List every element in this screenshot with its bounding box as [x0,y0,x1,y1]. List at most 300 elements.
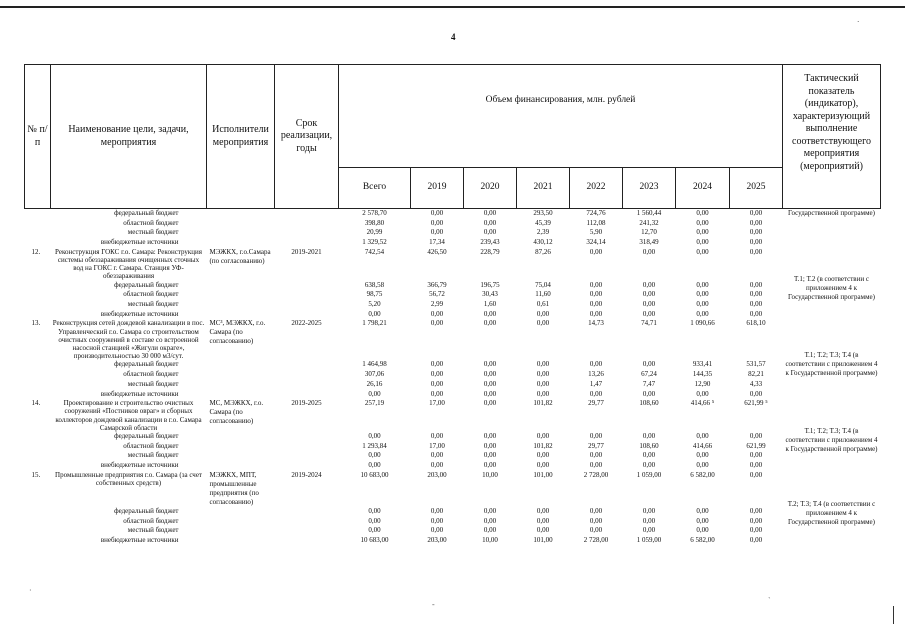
cell-year-value: 7,47 [642,379,656,388]
cell-year-value: 0,61 [536,300,550,309]
cell-year-value: 17,00 [429,441,445,450]
cell-total: 0,00 [368,526,381,535]
cell-year-value: 0,00 [536,389,550,398]
cell-year-value: 0,00 [430,360,444,369]
cell-year-value: 0,00 [430,379,444,388]
cell-year-value: 0,00 [536,432,550,441]
empty-cell [25,536,51,546]
cell-year-value: 0,00 [642,300,656,309]
scan-edge-mark [893,606,894,624]
cell-year-value: 0,00 [430,370,444,379]
cell-year-value: 0,00 [642,290,656,299]
funding-source-row [25,390,881,400]
empty-cell [275,219,339,229]
funding-source-label: федеральный бюджет [114,506,179,515]
cell-year-value: 112,08 [586,218,606,227]
measure-executors: МЭЖКХ, г.о.Самара (по согласованию) [209,247,271,265]
funding-source-row [25,507,881,517]
empty-cell [207,238,275,248]
cell-total: 638,58 [364,280,385,289]
cell-year-value: 0,00 [536,506,550,515]
cell-year-value: 0,00 [536,451,550,460]
cell-year-value: 1 059,00 [636,470,662,479]
cell-total: 10 683,00 [360,470,389,479]
empty-cell [207,442,275,452]
cell-year-value: 0,00 [696,228,709,237]
cell-year-value: 621,99 [746,441,766,450]
cell-total: 742,54 [364,247,385,256]
cell-year-value: 0,00 [483,441,497,450]
cell-year-value: 0,00 [483,506,497,515]
col-header-num: № п/п [25,65,51,209]
col-header-total: Всего [339,168,411,209]
indicator-text: Т.2; Т.3; Т.4 (в соответствии с приложением 4 к Государственной программе) [787,499,876,526]
cell-year-value: 0,00 [536,516,550,525]
col-header-year: 2021 [517,168,570,209]
cell-year-value: 6 582,00 [690,536,715,544]
empty-cell [25,461,51,471]
table-row [25,319,881,360]
cell-year-value: 0,00 [642,506,656,515]
cell-year-value: 0,00 [696,290,709,299]
table-body [25,209,881,546]
cell-year-value: 0,00 [696,218,709,227]
empty-cell [25,432,51,442]
empty-cell [207,380,275,390]
empty-cell [25,209,51,219]
funding-source-row [25,517,881,527]
cell-year-value: 0,00 [430,506,444,515]
cell-year-value: 1 090,66 [690,319,715,328]
empty-cell [25,228,51,238]
cell-year-value: 430,12 [533,238,553,247]
cell-year-value: 0,00 [642,360,656,369]
funding-source-label: областной бюджет [123,290,179,299]
cell-year-value: 17,34 [429,238,445,247]
empty-cell [275,360,339,370]
col-header-year: 2025 [730,168,783,209]
cell-year-value: 0,00 [483,461,497,470]
cell-year-value: 2 728,00 [583,536,609,544]
funding-source-label: внебюджетные источники [100,238,179,247]
empty-cell [275,536,339,546]
empty-cell [207,360,275,370]
indicator-text: Т.1; Т.2 (в соответствии с приложением 4 к Государственной программе) [788,275,875,302]
measure-period: 2022-2025 [291,319,322,328]
cell-total: 98,75 [366,290,383,299]
empty-cell [25,451,51,461]
empty-cell [207,281,275,291]
cell-year-value: 0,00 [589,526,603,535]
cell-year-value: 0,00 [483,516,497,525]
measure-name: Реконструкция сетей дождевой канализации в пос. Управленческий г.о. Самара со строительством очистных сооружений в составе со встроенной насосной станцией «Жигули окраге», производительностью 30 000 м3/сут. [52,319,205,361]
cell-year-value: 0,00 [696,432,709,441]
col-header-year: 2024 [676,168,730,209]
empty-cell [207,507,275,517]
cell-year-value: 0,00 [430,451,444,460]
cell-year-value: 101,00 [533,536,553,544]
row-number: 12. [31,247,41,256]
empty-cell [207,390,275,400]
cell-year-value: 203,00 [427,536,447,544]
cell-year-value: 0,00 [536,526,550,535]
cell-year-value: 0,00 [749,432,763,441]
col-header-indicator: Тактический показатель (индикатор), характеризующий выполнение соответствующего мероприятия (мероприятий) [783,65,881,209]
funding-source-row [25,281,881,291]
scan-mark: · [29,586,32,595]
empty-cell [275,380,339,390]
empty-cell [207,370,275,380]
cell-year-value: 0,00 [642,526,656,535]
cell-year-value: 0,00 [483,228,497,237]
cell-total: 10 683,00 [360,536,389,544]
measure-executors: МЭЖКХ, МПТ, промышленные предприятия (по согласованию) [209,470,259,506]
empty-cell [275,281,339,291]
empty-cell [25,281,51,291]
cell-year-value: 0,00 [483,451,497,460]
empty-cell [25,390,51,400]
cell-total: 2 578,70 [362,209,387,217]
cell-year-value: 0,00 [642,451,656,460]
cell-year-value: 10,00 [482,536,498,544]
cell-year-value: 4,33 [749,379,763,388]
cell-year-value: 6 582,00 [690,470,715,479]
cell-year-value: 14,73 [588,319,604,328]
cell-year-value: 0,00 [749,451,763,460]
col-header-year: 2022 [570,168,623,209]
funding-source-label: местный бюджет [127,451,179,460]
cell-year-value: 618,10 [746,319,766,328]
cell-year-value: 0,00 [536,309,550,318]
cell-year-value: 0,00 [642,280,656,289]
funding-source-row [25,432,881,442]
col-header-funding: Объем финансирования, млн. рублей [339,65,783,168]
cell-year-value: 0,00 [749,309,763,318]
cell-year-value: 30,43 [482,290,498,299]
funding-source-row [25,451,881,461]
row-number: 13. [31,319,41,328]
empty-cell [275,300,339,310]
cell-year-value: 0,00 [430,389,444,398]
empty-cell [207,451,275,461]
measure-period: 2019-2021 [291,247,322,256]
empty-cell [207,290,275,300]
cell-year-value: 2,39 [536,228,550,237]
cell-year-value: 2,99 [430,300,444,309]
cell-year-value: 75,04 [535,280,551,289]
funding-source-row [25,442,881,452]
cell-year-value: 0,00 [696,209,709,217]
measure-name: Промышленные предприятия г.о. Самара (за счет собственных средств) [55,470,202,488]
cell-total: 1 798,21 [362,319,387,328]
cell-year-value: 0,00 [589,247,603,256]
cell-year-value: 0,00 [536,319,550,328]
empty-cell [275,517,339,527]
cell-year-value: 0,00 [696,389,709,398]
cell-year-value: 0,00 [749,526,763,535]
cell-year-value: 724,76 [586,209,606,217]
cell-year-value: 0,00 [749,209,763,217]
cell-total: 0,00 [368,432,381,441]
funding-source-row [25,228,881,238]
funding-source-label: местный бюджет [127,526,179,535]
cell-year-value: 11,60 [535,290,551,299]
cell-year-value: 82,21 [748,370,764,379]
cell-year-value: 0,00 [589,300,603,309]
empty-cell [275,209,339,219]
empty-cell [207,300,275,310]
cell-year-value: 101,82 [533,399,553,408]
page-number: 4 [451,32,456,42]
cell-year-value: 0,00 [483,370,497,379]
empty-cell [25,238,51,248]
cell-year-value: 0,00 [430,218,444,227]
cell-year-value: 0,00 [696,526,709,535]
cell-year-value: 0,00 [483,309,497,318]
row-number: 14. [31,399,41,408]
funding-source-row [25,290,881,300]
cell-year-value: 0,00 [483,389,497,398]
measure-name: Проектирование и строительство очистных сооружений «Постников овраг» и сборных коллекторов дождевой канализации в г.о. Самара Самарской области [55,399,202,432]
cell-year-value: 933,41 [692,360,713,369]
funding-source-row [25,461,881,471]
empty-cell [275,228,339,238]
cell-year-value: 0,00 [536,461,550,470]
funding-source-label: областной бюджет [123,441,179,450]
measure-name: Реконструкция ГОКС г.о. Самара: Реконструкция системы обеззараживания очищенных сточных вод на ГОКС г. Самара. Станция УФ-обеззараживания [55,247,202,281]
cell-total: 20,99 [366,228,383,237]
funding-source-label: федеральный бюджет [114,209,179,217]
funding-table [24,64,881,546]
cell-year-value: 414,66 [692,441,713,450]
cell-year-value: 17,00 [429,399,445,408]
cell-year-value: 87,26 [535,247,551,256]
cell-year-value: 5,90 [589,228,603,237]
indicator-text: Государственной программе) [788,209,875,217]
cell-year-value: 0,00 [696,309,709,318]
cell-year-value: 0,00 [749,228,763,237]
cell-total: 0,00 [368,516,381,525]
table-row [25,399,881,432]
cell-year-value: 0,00 [589,389,603,398]
cell-year-value: 0,00 [430,432,444,441]
empty-cell [275,451,339,461]
cell-year-value: 0,00 [483,360,497,369]
cell-year-value: 0,00 [430,461,444,470]
empty-cell [275,370,339,380]
empty-cell [275,310,339,320]
cell-year-value: 0,00 [430,228,444,237]
cell-year-value: 0,00 [430,319,444,328]
empty-cell [275,290,339,300]
empty-cell [25,370,51,380]
empty-cell [25,380,51,390]
cell-year-value: 1,60 [483,300,497,309]
empty-cell [25,517,51,527]
funding-source-label: внебюджетные источники [100,536,179,544]
cell-total: 0,00 [368,451,381,460]
funding-source-row [25,238,881,248]
cell-year-value: 74,71 [641,319,657,328]
cell-year-value: 0,00 [696,516,709,525]
funding-source-label: внебюджетные источники [100,461,179,470]
cell-year-value: 239,43 [480,238,500,247]
funding-source-label: местный бюджет [127,228,179,237]
cell-year-value: 0,00 [749,280,763,289]
cell-year-value: 56,72 [429,290,445,299]
cell-year-value: 13,26 [588,370,604,379]
indicator-text: Т.1; Т.2; Т.3; Т.4 (в соответствии с приложением 4 к Государственной программе) [785,426,878,453]
cell-year-value: 0,00 [696,247,709,256]
cell-year-value: 67,24 [641,370,657,379]
cell-year-value: 0,00 [483,319,497,328]
cell-year-value: 1 560,44 [636,209,662,217]
cell-total: 5,20 [368,300,381,309]
cell-year-value: 0,00 [642,461,656,470]
cell-year-value: 203,00 [427,470,447,479]
funding-source-row [25,370,881,380]
cell-year-value: 10,00 [482,470,498,479]
cell-year-value: 101,00 [533,470,553,479]
top-rule [0,6,905,8]
measure-period: 2019-2025 [291,399,322,408]
cell-year-value: 0,00 [589,451,603,460]
row-number: 15. [31,470,41,479]
empty-cell [25,360,51,370]
empty-cell [25,219,51,229]
scan-mark: · [857,18,860,26]
cell-year-value: 293,50 [533,209,553,217]
col-header-year: 2023 [623,168,676,209]
cell-year-value: 0,00 [749,506,763,515]
funding-source-label: внебюджетные источники [100,309,179,318]
empty-cell [207,536,275,546]
cell-year-value: 196,75 [480,280,500,289]
cell-year-value: 0,00 [536,379,550,388]
table-row [25,471,881,507]
cell-year-value: 0,00 [696,280,709,289]
cell-year-value: 0,00 [749,247,763,256]
cell-total: 0,00 [368,389,381,398]
cell-year-value: 0,00 [483,379,497,388]
cell-total: 0,00 [368,309,381,318]
empty-cell [207,310,275,320]
cell-year-value: 621,99 ⁵ [744,399,768,408]
funding-source-row [25,526,881,536]
funding-source-label: федеральный бюджет [114,280,179,289]
funding-source-label: федеральный бюджет [114,360,179,369]
cell-total: 257,19 [364,399,385,408]
measure-period: 2019-2024 [291,470,322,479]
cell-year-value: 366,79 [427,280,447,289]
cell-year-value: 0,00 [749,470,763,479]
empty-cell [275,526,339,536]
cell-year-value: 228,79 [480,247,500,256]
funding-source-row [25,300,881,310]
cell-year-value: 0,00 [483,432,497,441]
empty-cell [275,507,339,517]
empty-cell [25,300,51,310]
cell-year-value: 241,32 [639,218,659,227]
cell-year-value: 324,14 [586,238,606,247]
cell-year-value: 0,00 [696,506,709,515]
indicator-text: Т.1; Т.2; Т.3; Т.4 (в соответствии с приложением 4 к Государственной программе) [785,350,878,377]
funding-source-label: федеральный бюджет [114,432,179,441]
funding-source-label: областной бюджет [123,218,179,227]
col-header-period: Срок реализации, годы [275,65,339,209]
cell-total: 0,00 [368,461,381,470]
cell-total: 26,16 [366,379,383,388]
cell-year-value: 0,00 [589,309,603,318]
cell-year-value: 0,00 [696,451,709,460]
empty-cell [275,390,339,400]
empty-cell [275,238,339,248]
cell-year-value: 318,49 [639,238,659,247]
col-header-year: 2019 [411,168,464,209]
measure-executors: МС, МЭЖКХ, г.о. Самара (по согласованию) [209,399,264,426]
cell-year-value: 0,00 [589,506,603,515]
cell-year-value: 0,00 [642,247,656,256]
empty-cell [275,432,339,442]
cell-year-value: 0,00 [536,360,550,369]
funding-source-row [25,380,881,390]
empty-cell [207,517,275,527]
table-row [25,248,881,281]
cell-year-value: 0,00 [589,461,603,470]
cell-year-value: 0,00 [589,516,603,525]
scan-mark: - [432,600,435,609]
empty-cell [25,507,51,517]
cell-year-value: 29,77 [588,399,604,408]
cell-year-value: 0,00 [430,309,444,318]
col-header-year: 2020 [464,168,517,209]
cell-year-value: 0,00 [483,399,497,408]
cell-year-value: 0,00 [589,290,603,299]
empty-cell [275,461,339,471]
cell-year-value: 0,00 [642,516,656,525]
cell-year-value: 0,00 [749,461,763,470]
funding-source-row [25,310,881,320]
cell-total: 0,00 [368,506,381,515]
cell-year-value: 0,00 [430,526,444,535]
cell-year-value: 0,00 [749,389,763,398]
cell-total: 1 464,98 [362,360,387,369]
empty-cell [25,290,51,300]
funding-source-row [25,219,881,229]
col-header-executors: Исполнители мероприятия [207,65,275,209]
cell-year-value: 414,66 ⁵ [690,399,715,408]
cell-year-value: 0,00 [589,280,603,289]
cell-year-value: 101,82 [533,441,553,450]
funding-source-label: местный бюджет [127,300,179,309]
cell-year-value: 531,57 [746,360,766,369]
funding-source-label: областной бюджет [123,370,179,379]
cell-year-value: 108,60 [639,399,659,408]
cell-year-value: 0,00 [749,218,763,227]
empty-cell [25,310,51,320]
cell-year-value: 45,39 [535,218,551,227]
cell-year-value: 12,70 [641,228,657,237]
empty-cell [207,526,275,536]
cell-year-value: 0,00 [483,209,497,217]
cell-year-value: 0,00 [696,300,709,309]
cell-year-value: 0,00 [642,389,656,398]
cell-year-value: 0,00 [642,309,656,318]
cell-year-value: 0,00 [749,238,763,247]
empty-cell [25,526,51,536]
empty-cell [275,442,339,452]
empty-cell [207,209,275,219]
